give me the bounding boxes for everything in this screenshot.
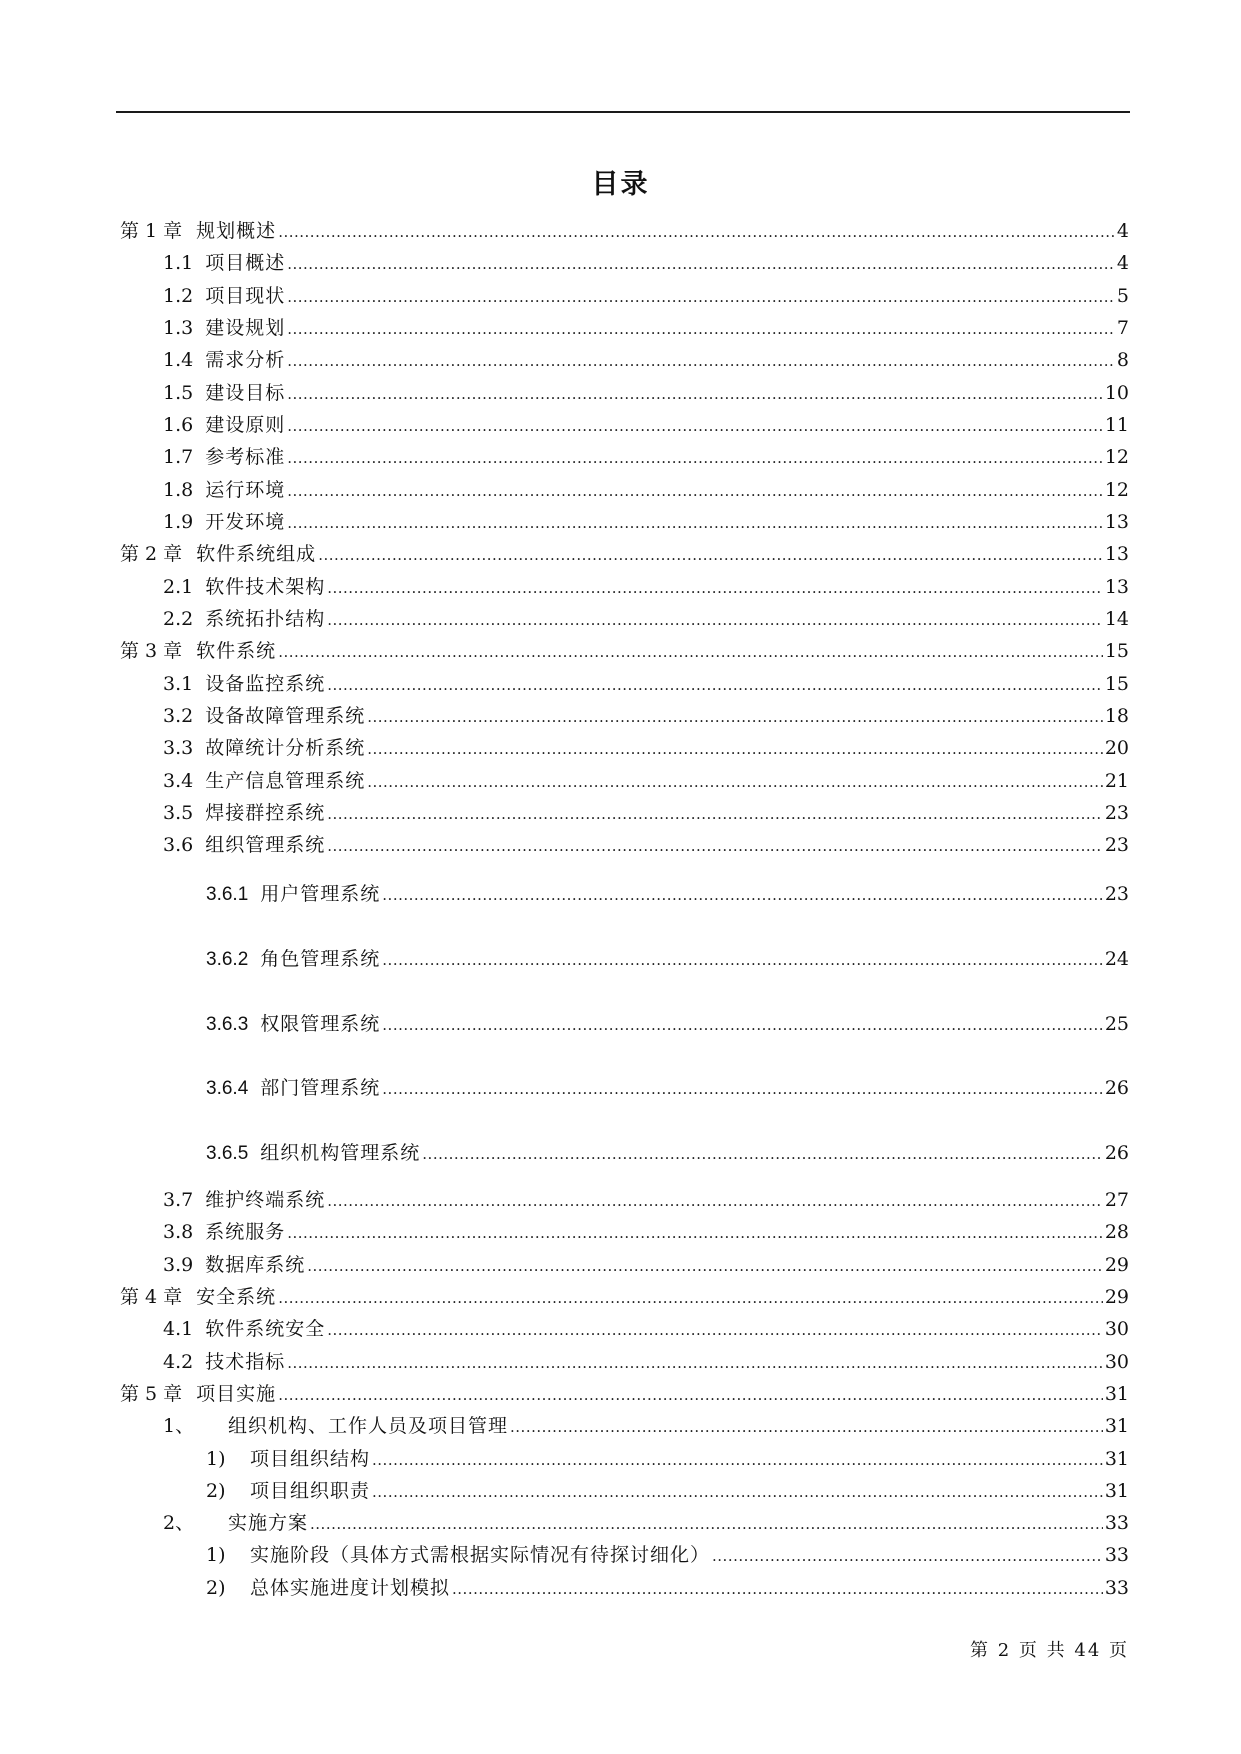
toc-entry-leader <box>452 1576 1103 1602</box>
toc-entry-page: 29 <box>1104 1286 1129 1308</box>
toc-entry-leader <box>327 1317 1103 1343</box>
toc-entry[interactable] <box>163 347 1129 374</box>
toc-entry-leader <box>422 1141 1103 1167</box>
toc-entry-page: 4 <box>1116 220 1129 242</box>
toc-entry[interactable] <box>120 218 1129 245</box>
toc-entry[interactable] <box>163 1187 1129 1214</box>
toc-entry-leader <box>327 1188 1103 1214</box>
toc-entry-label: 组织机构管理系统 <box>260 1142 421 1164</box>
toc-entry-page: 26 <box>1104 1142 1129 1164</box>
toc-entry-page: 10 <box>1104 382 1129 404</box>
toc-entry-label: 权限管理系统 <box>260 1013 381 1035</box>
toc-entry-leader <box>327 833 1103 859</box>
toc-entry-page: 20 <box>1104 737 1129 759</box>
toc-entry-number: 4.2 <box>163 1351 194 1373</box>
toc-entry-page: 13 <box>1104 576 1129 598</box>
toc-entry-page: 15 <box>1104 673 1129 695</box>
toc-entry-page: 30 <box>1104 1318 1129 1340</box>
toc-entry-leader <box>327 607 1103 633</box>
toc-entry[interactable] <box>163 509 1129 536</box>
toc-entry-label: 建设目标 <box>205 382 286 404</box>
toc-entry-label: 总体实施进度计划模拟 <box>250 1577 451 1599</box>
toc-entry-label: 项目实施 <box>196 1383 277 1405</box>
toc-entry-number: 2) <box>206 1480 226 1502</box>
toc-entry-number: 1.4 <box>163 349 194 371</box>
toc-entry-page: 31 <box>1104 1448 1129 1470</box>
toc-entry-label: 项目概述 <box>205 252 286 274</box>
toc-entry-page: 21 <box>1104 770 1129 792</box>
toc-entry-page: 31 <box>1104 1480 1129 1502</box>
toc-entry-number: 1.7 <box>163 446 194 468</box>
toc-entry-page: 25 <box>1104 1013 1129 1035</box>
toc-entry[interactable] <box>206 1140 1129 1167</box>
toc-entry-label: 组织机构、工作人员及项目管理 <box>228 1415 509 1437</box>
toc-entry-number: 3.2 <box>163 705 194 727</box>
toc-entry-page: 5 <box>1116 285 1129 307</box>
toc-entry-label: 系统服务 <box>205 1221 286 1243</box>
toc-entry[interactable] <box>163 1510 1129 1537</box>
toc-entry-leader <box>287 510 1103 536</box>
toc-entry-label: 维护终端系统 <box>205 1189 326 1211</box>
toc-entry-page: 7 <box>1116 317 1129 339</box>
toc-entry[interactable] <box>206 1011 1129 1038</box>
toc-entry-label: 设备故障管理系统 <box>205 705 366 727</box>
toc-entry-label: 软件系统组成 <box>196 543 317 565</box>
toc-entry[interactable] <box>206 1478 1129 1505</box>
toc-entry[interactable] <box>163 1316 1129 1343</box>
toc-entry-label: 软件系统 <box>196 640 277 662</box>
toc-entry-page: 23 <box>1104 834 1129 856</box>
toc-entry-number: 1.5 <box>163 382 194 404</box>
toc-entry-leader <box>367 704 1103 730</box>
toc-entry-label: 技术指标 <box>205 1351 286 1373</box>
toc-entry-leader <box>318 542 1103 568</box>
toc-entry-number: 3.4 <box>163 770 194 792</box>
toc-entry-leader <box>382 882 1103 908</box>
toc-entry-leader <box>287 1350 1103 1376</box>
toc-entry-label: 系统拓扑结构 <box>205 608 326 630</box>
toc-entry-number: 1.6 <box>163 414 194 436</box>
toc-entry-leader <box>712 1543 1103 1569</box>
toc-entry-label: 数据库系统 <box>205 1254 306 1276</box>
toc-entry-number: 2.2 <box>163 608 194 630</box>
toc-entry[interactable] <box>163 671 1129 698</box>
toc-entry-page: 31 <box>1104 1383 1129 1405</box>
toc-entry-leader <box>287 1220 1103 1246</box>
toc-entry[interactable] <box>163 768 1129 795</box>
toc-entry-number: 2.1 <box>163 576 194 598</box>
toc-entry-label: 生产信息管理系统 <box>205 770 366 792</box>
toc-entry-number: 3.9 <box>163 1254 194 1276</box>
toc-title: 目录 <box>591 169 650 200</box>
toc-entry-label: 开发环境 <box>205 511 286 533</box>
toc-entry-number: 4.1 <box>163 1318 194 1340</box>
toc-entry-page: 23 <box>1104 883 1129 905</box>
toc-entry-leader <box>382 1012 1103 1038</box>
toc-entry-label: 项目组织结构 <box>250 1448 371 1470</box>
toc-entry[interactable] <box>163 444 1129 471</box>
toc-entry-page: 13 <box>1104 543 1129 565</box>
toc-entry-label: 安全系统 <box>196 1286 277 1308</box>
toc-entry-leader <box>310 1511 1103 1537</box>
toc-entry-leader <box>510 1414 1103 1440</box>
toc-entry-leader <box>278 639 1103 665</box>
toc-entry-number: 第 2 章 <box>120 543 183 565</box>
toc-entry-page: 23 <box>1104 802 1129 824</box>
toc-entry-leader <box>327 575 1103 601</box>
toc-entry[interactable] <box>206 1542 1129 1569</box>
toc-entry-page: 14 <box>1104 608 1129 630</box>
toc-entry-number: 1) <box>206 1448 226 1470</box>
toc-entry-number: 3.6.5 <box>206 1143 249 1164</box>
toc-entry-label: 运行环境 <box>205 479 286 501</box>
toc-entry[interactable] <box>163 574 1129 601</box>
toc-entry[interactable] <box>163 703 1129 730</box>
toc-entry-number: 3.8 <box>163 1221 194 1243</box>
page-footer: 第 2 页 共 44 页 <box>970 1640 1129 1661</box>
toc-entry[interactable] <box>163 477 1129 504</box>
toc-entry-label: 建设原则 <box>205 414 286 436</box>
toc-entry-label: 软件技术架构 <box>205 576 326 598</box>
toc-entry-label: 故障统计分析系统 <box>205 737 366 759</box>
toc-entry[interactable] <box>120 1284 1129 1311</box>
toc-entry-number: 1.2 <box>163 285 194 307</box>
toc-entry[interactable] <box>163 800 1129 827</box>
toc-entry-page: 33 <box>1104 1512 1129 1534</box>
toc-entry-leader <box>367 769 1103 795</box>
toc-entry[interactable] <box>206 1446 1129 1473</box>
toc-entry-number: 3.1 <box>163 673 194 695</box>
toc-entry-number: 3.5 <box>163 802 194 824</box>
toc-entry[interactable] <box>120 1381 1129 1408</box>
toc-entry-page: 29 <box>1104 1254 1129 1276</box>
toc-entry-page: 18 <box>1104 705 1129 727</box>
toc-entry-label: 部门管理系统 <box>260 1077 381 1099</box>
toc-entry-number: 3.6.4 <box>206 1078 249 1099</box>
toc-entry[interactable] <box>163 412 1129 439</box>
toc-entry-label: 参考标准 <box>205 446 286 468</box>
toc-entry-page: 30 <box>1104 1351 1129 1373</box>
toc-entry-number: 第 4 章 <box>120 1286 183 1308</box>
toc-entry-label: 需求分析 <box>205 349 286 371</box>
toc-entry-leader <box>287 478 1103 504</box>
toc-entry[interactable] <box>163 735 1129 762</box>
toc-entry-leader <box>287 316 1115 342</box>
toc-entry[interactable] <box>163 283 1129 310</box>
toc-entry-label: 实施方案 <box>228 1512 309 1534</box>
toc-entry-leader <box>307 1253 1103 1279</box>
toc-entry-number: 1.9 <box>163 511 194 533</box>
toc-entry-number: 第 5 章 <box>120 1383 183 1405</box>
toc-entry-label: 用户管理系统 <box>260 883 381 905</box>
toc-entry-leader <box>287 284 1115 310</box>
toc-entry[interactable] <box>206 881 1129 908</box>
toc-entry-number: 1.1 <box>163 252 194 274</box>
toc-entry[interactable] <box>206 1575 1129 1602</box>
toc-entry[interactable] <box>206 1075 1129 1102</box>
toc-entry-number: 2) <box>206 1577 226 1599</box>
toc-entry-page: 24 <box>1104 948 1129 970</box>
toc-entry-number: 1.8 <box>163 479 194 501</box>
toc-entry[interactable] <box>163 1413 1129 1440</box>
toc-entry[interactable] <box>163 606 1129 633</box>
toc-entry[interactable] <box>163 250 1129 277</box>
toc-entry[interactable] <box>206 946 1129 973</box>
toc-entry-page: 27 <box>1104 1189 1129 1211</box>
toc-entry[interactable] <box>163 1349 1129 1376</box>
toc-entry[interactable] <box>120 638 1129 665</box>
toc-entry-label: 建设规划 <box>205 317 286 339</box>
toc-entry-page: 11 <box>1104 414 1129 436</box>
toc-entry-leader <box>382 1076 1103 1102</box>
toc-entry-leader <box>287 381 1103 407</box>
toc-entry-leader <box>278 219 1115 245</box>
toc-entry-label: 设备监控系统 <box>205 673 326 695</box>
toc-entry[interactable] <box>163 832 1129 859</box>
toc-entry-number: 3.6.1 <box>206 884 249 905</box>
toc-entry-label: 软件系统安全 <box>205 1318 326 1340</box>
toc-entry-number: 第 1 章 <box>120 220 183 242</box>
toc-entry-page: 33 <box>1104 1577 1129 1599</box>
toc-entry-number: 3.6 <box>163 834 194 856</box>
toc-entry-leader <box>327 672 1103 698</box>
toc-entry-label: 项目现状 <box>205 285 286 307</box>
toc-entry-number: 1、 <box>163 1415 195 1437</box>
toc-entry-number: 2、 <box>163 1512 195 1534</box>
toc-entry-leader <box>287 413 1103 439</box>
toc-entry-label: 焊接群控系统 <box>205 802 326 824</box>
toc-entry-page: 12 <box>1104 446 1129 468</box>
toc-entry-label: 角色管理系统 <box>260 948 381 970</box>
toc-entry-page: 33 <box>1104 1544 1129 1566</box>
toc-entry[interactable] <box>163 315 1129 342</box>
toc-entry[interactable] <box>120 541 1129 568</box>
toc-entry-page: 12 <box>1104 479 1129 501</box>
toc-entry-number: 第 3 章 <box>120 640 183 662</box>
toc-entry-leader <box>327 801 1103 827</box>
toc-entry[interactable] <box>163 380 1129 407</box>
toc-entry-page: 31 <box>1104 1415 1129 1437</box>
toc-entry-page: 26 <box>1104 1077 1129 1099</box>
toc-entry-leader <box>278 1285 1103 1311</box>
toc-entry-number: 1) <box>206 1544 226 1566</box>
toc-entry-number: 1.3 <box>163 317 194 339</box>
toc-entry-page: 15 <box>1104 640 1129 662</box>
toc-entry-number: 3.6.3 <box>206 1014 249 1035</box>
toc-entry-label: 组织管理系统 <box>205 834 326 856</box>
toc-entry-number: 3.6.2 <box>206 949 249 970</box>
toc-entry-leader <box>287 348 1115 374</box>
toc-entry-leader <box>382 947 1103 973</box>
toc-entry-leader <box>287 445 1103 471</box>
toc-entry-page: 8 <box>1116 349 1129 371</box>
toc-entry-page: 13 <box>1104 511 1129 533</box>
toc-entry-leader <box>278 1382 1103 1408</box>
toc-entry-label: 项目组织职责 <box>250 1480 371 1502</box>
toc-entry[interactable] <box>163 1219 1129 1246</box>
toc-entry-leader <box>287 251 1115 277</box>
toc-entry-label: 实施阶段（具体方式需根据实际情况有待探讨细化） <box>250 1544 711 1566</box>
toc-entry-page: 4 <box>1116 252 1129 274</box>
toc-entry-page: 28 <box>1104 1221 1129 1243</box>
toc-entry[interactable] <box>163 1252 1129 1279</box>
toc-entry-number: 3.7 <box>163 1189 194 1211</box>
toc-entry-leader <box>372 1447 1103 1473</box>
toc-entry-number: 3.3 <box>163 737 194 759</box>
toc-entry-label: 规划概述 <box>196 220 277 242</box>
toc-entry-leader <box>372 1479 1103 1505</box>
toc-entry-leader <box>367 736 1103 762</box>
